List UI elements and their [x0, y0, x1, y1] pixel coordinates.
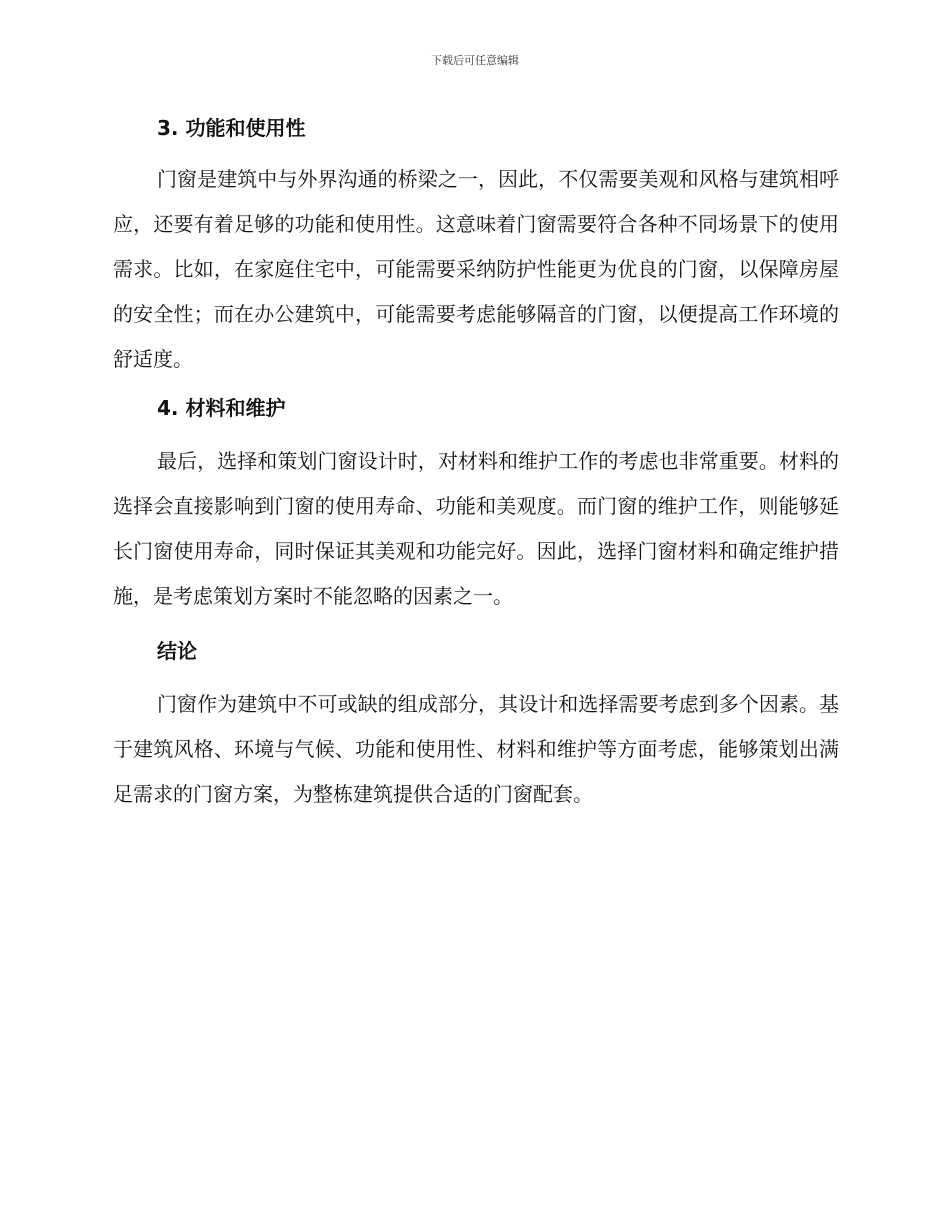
section-heading: 4. 材料和维护: [157, 396, 286, 420]
section-paragraph: 门窗作为建筑中不可或缺的组成部分，其设计和选择需要考虑到多个因素。基于建筑风格、环境与气候、功能和使用性、材料和维护等方面考虑，能够策划出满足需求的门窗方案，为整栋建筑提供合适的门窗配套。: [113, 692, 839, 806]
page-header: 下载后可任意编辑: [431, 54, 519, 67]
document-body: [113, 110, 839, 817]
section-materials-maintenance: [113, 390, 839, 619]
section-paragraph: 门窗是建筑中与外界沟通的桥梁之一，因此，不仅需要美观和风格与建筑相呼应，还要有着足够的功能和使用性。这意味着门窗需要符合各种不同场景下的使用需求。比如，在家庭住宅中，可能需要采纳防护性能更为优良的门窗，以保障房屋的安全性；而在办公建筑中，可能需要考虑能够隔音的门窗，以便提高工作环境的舒适度。: [113, 167, 839, 371]
section-paragraph: 最后，选择和策划门窗设计时，对材料和维护工作的考虑也非常重要。材料的选择会直接影响到门窗的使用寿命、功能和美观度。而门窗的维护工作，则能够延长门窗使用寿命，同时保证其美观和功能完好。因此，选择门窗材料和确定维护措施，是考虑策划方案时不能忽略的因素之一。: [113, 449, 839, 608]
section-heading: 结论: [157, 639, 197, 663]
section-conclusion: [113, 633, 839, 817]
section-heading: 3. 功能和使用性: [157, 116, 306, 140]
section-function-usability: [113, 110, 839, 382]
